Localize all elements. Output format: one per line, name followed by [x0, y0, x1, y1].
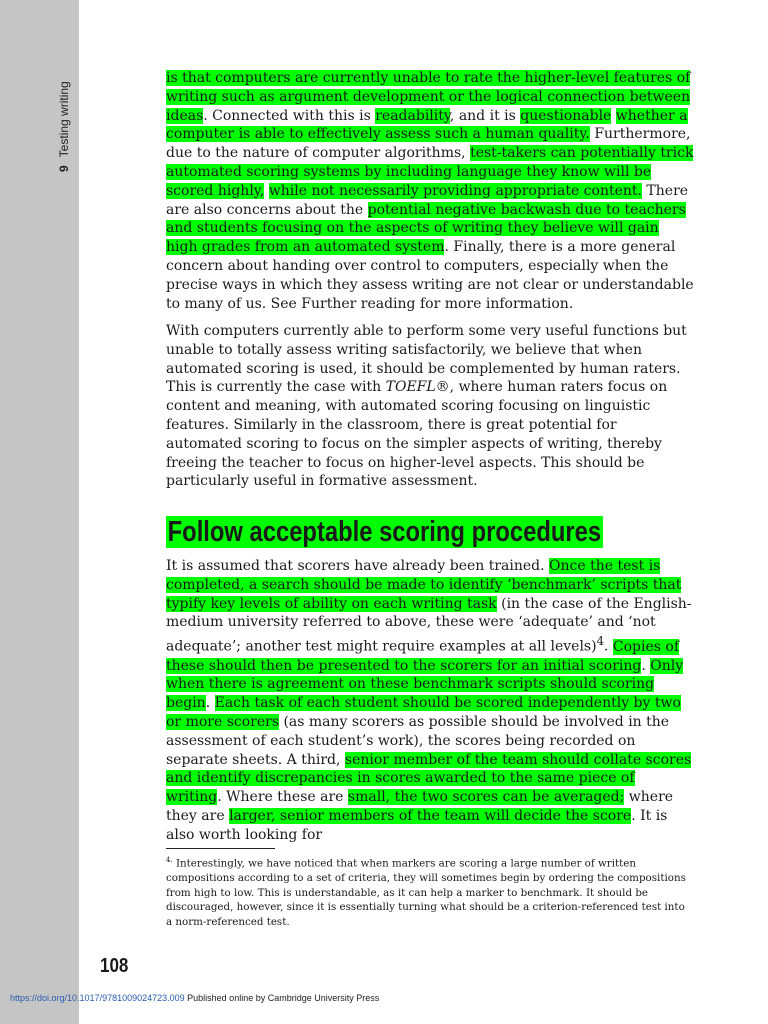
paragraph-3 [166, 557, 694, 845]
highlight: test-takers can potentially trick automated scoring systems by including language they know will be scored highly, [166, 145, 694, 199]
paragraph-2 [166, 322, 694, 491]
footnote-text: Interestingly, we have noticed that when markers are scoring a large number of written compositions according to a set of criteria, they will sometimes begin by ordering the compositions from high to low. This is understandable, as it can help a marker to benchmark. It should be discouraged, however, since it is essentially turning what should be a criterion-referenced test into a norm-referenced test. [166, 857, 686, 928]
text-run: Furthermore, due to the nature of computer algorithms, [166, 126, 691, 162]
text-run: . [205, 695, 215, 712]
highlight: small, the two scores can be averaged; [347, 789, 625, 806]
text-run: . [641, 657, 651, 674]
highlight: Copies of these should then be presented to the scorers for an initial scoring [166, 638, 680, 674]
highlight: is that computers are currently unable to rate the higher-level features of writing such as argument development or the logical connection between ideas [166, 70, 691, 124]
text-run: . Where these are [217, 789, 348, 806]
highlight: Only when there is agreement on these benchmark scripts should scoring begin [166, 657, 684, 712]
toefl-term: TOEFL® [385, 379, 450, 396]
highlight: larger, senior members of the team will decide the score [229, 808, 632, 825]
footnote [166, 853, 692, 929]
highlight: potential negative backwash due to teachers and students focusing on the aspects of writing they believe will gain high grades from an automated system [166, 201, 686, 256]
doi-line [10, 993, 379, 1003]
text-run: , and it is [449, 107, 521, 124]
text-run: . Connected with this is [203, 107, 376, 124]
highlight: Each task of each student should be scored independently by two or more scorers [166, 695, 681, 731]
footnote-rule [166, 848, 275, 849]
highlight: questionable [520, 107, 612, 124]
text-run: . It is also worth looking for [166, 808, 668, 843]
text-run: . [604, 638, 613, 655]
page-number: 108 [100, 955, 129, 977]
highlight: while not necessarily providing appropriate content. [268, 182, 642, 199]
text-run: . Finally, there is a more general concern about handing over control to computers, especially when the precise ways in which they assess writing are not clear or understandable to many of us. See Further reading for more information. [166, 239, 694, 312]
highlight: senior member of the team should collate scores and identify discrepancies in scores awarded to the same piece of writing [166, 751, 692, 806]
text-run: (in the case of the English-medium university referred to above, these were ‘adequate’ and ‘not adequate’; another test might require examples at all levels) [166, 595, 692, 655]
section-heading [166, 514, 603, 550]
text-run: There are also concerns about the [166, 182, 689, 218]
text-run: With computers currently able to perform some very useful functions but unable to totally assess writing satisfactorily, we believe that when automated scoring is used, it should be complemented by human raters. This is currently the case with [166, 323, 687, 396]
footnote-marker: 4. [166, 856, 173, 864]
text-run: , where human raters focus on content and meaning, with automated scoring focusing on linguistic features. Similarly in the classroom, there is great potential for automated scoring to focus on the simpler aspects of writing, thereby freeing the teacher to focus on higher-level aspects. This should be particularly useful in formative assessment. [166, 379, 668, 490]
publisher-note: Published online by Cambridge University Press [184, 993, 380, 1003]
text-run: It is assumed that scorers have already been trained. [166, 558, 550, 574]
footnote-reference[interactable]: 4 [596, 634, 604, 649]
chapter-title: Testing writing [57, 81, 71, 158]
highlight: Once the test is completed, a search should be made to identify ‘benchmark’ scripts that typify key levels of ability on each writing task [166, 558, 682, 612]
text-run: (as many scorers as possible should be involved in the assessment of each student’s work), the scores being recorded on separate sheets. A third, [166, 714, 670, 768]
highlight: readability [375, 107, 450, 124]
section-heading-text: Follow acceptable scoring procedures [167, 516, 602, 548]
running-head [57, 81, 71, 172]
chapter-number: 9 [57, 165, 71, 172]
text-run: where they are [166, 789, 674, 825]
paragraph-1 [166, 69, 694, 313]
highlight: whether a computer is able to effectively assess such a human quality. [166, 107, 688, 143]
doi-link[interactable]: https://doi.org/10.1017/9781009024723.009 [10, 993, 185, 1003]
